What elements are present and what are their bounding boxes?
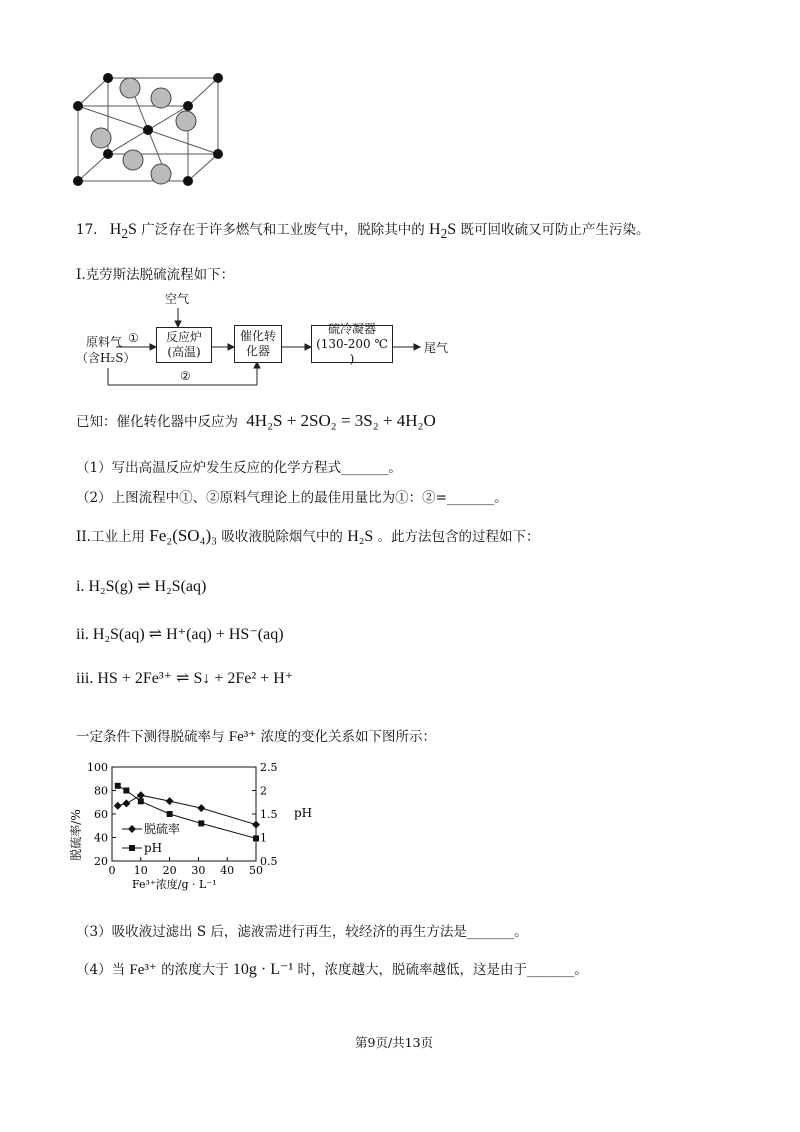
q17-intro-end: 既可回收硫又可防止产生污染。: [460, 222, 650, 238]
y2-tick-label-3: 2: [260, 784, 267, 798]
series-1-point-3: [167, 811, 173, 817]
q2-text: （2）上图流程中①、②原料气理论上的最佳用量比为①：②=_______。: [76, 490, 508, 506]
q1-text: （1）写出高温反应炉发生反应的化学方程式_______。: [76, 460, 402, 476]
h2s-sub: 2: [121, 226, 129, 242]
part2-title-mid: 吸收液脱除烟气中的: [221, 529, 343, 545]
q3-text: （3）吸收液过滤出 S 后，滤液需进行再生，较经济的再生方法是_______。: [76, 924, 528, 940]
y2-tick-label-4: 2.5: [260, 761, 278, 774]
q17-intro: [76, 218, 649, 242]
legend-square-marker: [129, 845, 135, 851]
flow-feed-label-1: 原料气: [86, 335, 123, 349]
crystal-structure-figure: [68, 66, 228, 191]
converter-sublabel: 化器: [245, 344, 270, 358]
known-reaction: [76, 410, 436, 431]
desulfurization-chart: [66, 755, 316, 895]
x-tick-label-0: 0: [108, 864, 116, 877]
part2-title-pre: II.工业上用: [76, 529, 145, 545]
series-0-point-4: [197, 804, 205, 812]
y-tick-label-0: 20: [94, 855, 108, 868]
legend-series-1: 脱硫率: [144, 822, 181, 836]
q4-end: 时，浓度越大，脱硫率越低，这是由于_______。: [297, 962, 588, 978]
known-label: 已知：催化转化器中反应为: [76, 414, 238, 430]
chart-marks: [114, 783, 260, 842]
series-1-point-5: [253, 835, 259, 841]
x-axis-label: Fe³⁺浓度/g · L⁻¹: [132, 878, 217, 891]
q4-pre: （4）当: [76, 962, 126, 978]
part2-h2s-formula: H₂S: [347, 528, 374, 545]
flow-circle-1: ①: [128, 331, 139, 345]
y2-tick-label-2: 1.5: [260, 808, 278, 821]
reactor-sublabel: (高温): [167, 345, 201, 359]
step-iii: iii. HS + 2Fe³⁺ ⇌ S↓ + 2Fe² + H⁺: [76, 670, 294, 687]
q17-number: 17.: [76, 222, 98, 238]
series-1-point-0: [115, 783, 121, 789]
chart-legend: [122, 821, 180, 855]
y2-tick-label-0: 0.5: [260, 855, 278, 868]
y-axis-label: 脱硫率/%: [69, 809, 83, 861]
y2-axis-label: pH: [294, 806, 313, 820]
y-tick-label-3: 80: [94, 784, 108, 798]
flow-box-reactor: [156, 327, 212, 363]
page-footer: 第9页/共13页: [355, 1035, 434, 1050]
series-1-point-2: [138, 798, 144, 804]
y-tick-label-1: 40: [94, 831, 108, 845]
flow-air-label: 空气: [165, 292, 190, 306]
part2-title: [76, 525, 540, 546]
flow-feed-label-2: （含H₂S）: [76, 351, 136, 365]
part1-title: I.克劳斯法脱硫流程如下：: [76, 267, 235, 283]
x-tick-label-4: 40: [220, 864, 235, 877]
flow-box-converter: [234, 325, 282, 363]
flow-tail-label: 尾气: [424, 341, 449, 355]
series-0-point-2: [137, 791, 145, 799]
series-1-point-1: [123, 788, 129, 794]
q4-mid: 的浓度大于: [161, 962, 229, 978]
x-tick-label-5: 50: [249, 864, 263, 877]
converter-label: 催化转: [239, 329, 276, 343]
series-0-point-1: [122, 799, 130, 807]
chart-axes: [87, 761, 278, 877]
legend-series-2: pH: [144, 841, 163, 855]
desc-ion: Fe³⁺: [228, 729, 257, 745]
q4-ion: Fe³⁺: [129, 962, 157, 978]
h2s-h: H: [109, 221, 122, 238]
h2s-formula-2: $H_2S$: [429, 221, 457, 242]
known-equation: 4H₂S + 2SO₂ = 3S₂ + 4H₂O: [246, 411, 436, 430]
x-tick-label-1: 10: [133, 864, 148, 877]
q4-concentration: 10g · L⁻¹: [232, 961, 294, 978]
part2-title-end: 。此方法包含的过程如下：: [377, 529, 540, 545]
h2s-s: S: [128, 221, 137, 238]
q17-intro-mid: 广泛存在于许多燃气和工业废气中，脱除其中的: [141, 222, 425, 238]
flow-circle-2: ②: [180, 369, 191, 383]
x-tick-label-3: 30: [191, 864, 206, 877]
reactor-label: 反应炉: [165, 330, 202, 344]
y-tick-label-4: 100: [87, 761, 108, 774]
step-i: i. H₂S(g) ⇌ H₂S(aq): [76, 578, 207, 595]
series-0-point-5: [252, 821, 260, 829]
step-ii: ii. H₂S(aq) ⇌ H⁺(aq) + HS⁻(aq): [76, 626, 284, 643]
condenser-sublabel: (130-200 ℃ ): [316, 336, 388, 366]
series-0-point-0: [114, 802, 122, 810]
desc-end: 浓度的变化关系如下图所示：: [260, 729, 437, 745]
condenser-label: 硫冷凝器: [327, 321, 376, 336]
legend-diamond-marker: [128, 825, 136, 833]
fe2so43-formula: Fe₂(SO₄)₃: [149, 526, 218, 545]
series-1-point-4: [198, 820, 204, 826]
y-tick-label-2: 60: [94, 808, 108, 821]
desc-pre: 一定条件下测得脱硫率与: [76, 729, 225, 745]
x-tick-label-2: 20: [162, 864, 177, 877]
flow-box-condenser: [311, 321, 393, 366]
q4-text: [76, 958, 588, 979]
y2-tick-label-1: 1: [260, 831, 267, 845]
chart-description: [76, 725, 436, 746]
series-0-point-3: [166, 797, 174, 805]
